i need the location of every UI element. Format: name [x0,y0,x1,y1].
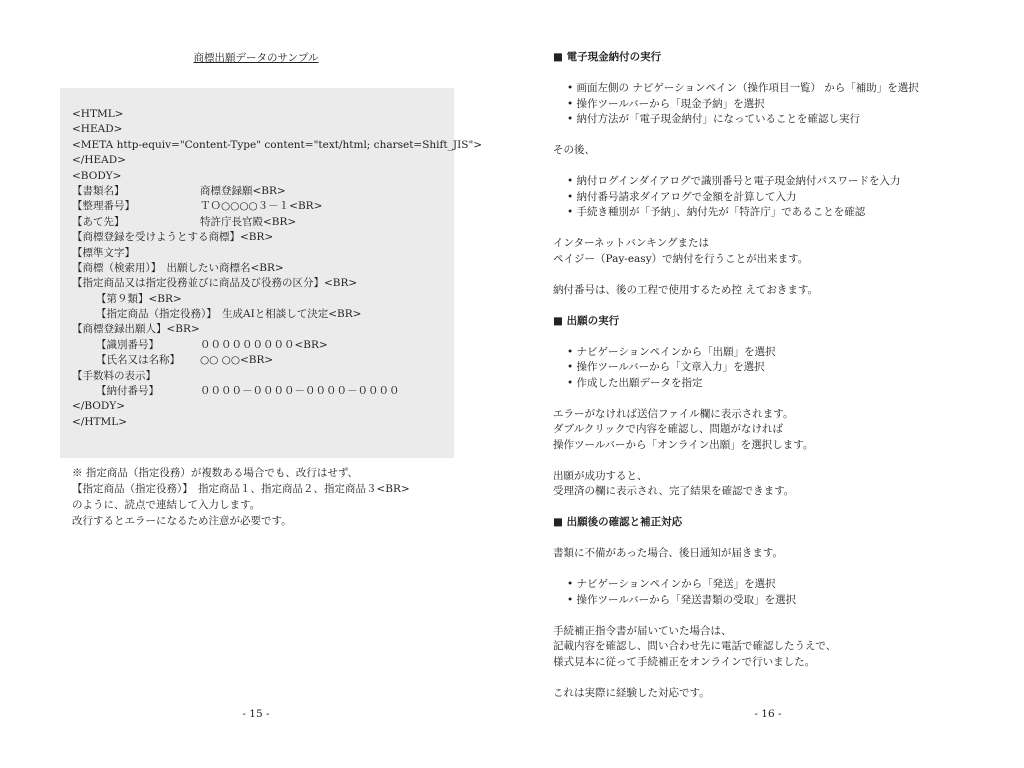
paragraph-line: 手続補正指令書が届いていた場合は、 [553,624,732,637]
paragraph-line: エラーがなければ送信ファイル欄に表示されます。 [553,407,794,420]
list-item: • 操作ツールバーから「文章入力」を選択 [567,361,765,373]
paragraph-line: 様式見本に従って手続補正をオンラインで行いました。 [553,655,816,668]
list-item: • ナビゲーションペインから「出願」を選択 [567,345,776,358]
paragraph-line: 受理済の欄に表示され、完了結果を確認できます。 [553,485,795,497]
code-label: </HEAD> [72,154,126,167]
code-label: </BODY> [72,400,126,413]
spacer [553,298,919,314]
list-item: • 操作ツールバーから「発送書類の受取」を選択 [567,593,797,606]
list-item: • 納付番号請求ダイアログで金額を計算して入力 [567,190,797,203]
code-line [72,399,482,414]
code-line [72,122,482,137]
page-body [553,50,919,701]
code-label: <BODY> [72,169,122,182]
list-item: • 画面左側の ナビゲーションペイン（操作項目一覧） から「補助」を選択 [567,82,919,94]
code-value: 特許庁長官殿<BR> [200,215,297,228]
code-line [72,184,482,199]
code-value: ０００００００００<BR> [200,338,328,351]
code-line [72,322,482,337]
note-line: 【指定商品（指定役務）】 指定商品１、指定商品２、指定商品３<BR> [72,483,410,495]
spacer [553,66,919,82]
code-line [72,153,482,168]
list-item: • 操作ツールバーから「現金予納」を選択 [567,97,765,110]
spacer [553,453,919,469]
spacer [553,531,919,547]
note-text [72,465,410,529]
code-line [72,246,482,261]
code-label: 【書類名】 [72,184,125,197]
code-line [72,338,482,353]
spacer [553,391,919,407]
code-label: 【商標（検索用）】 出願したい商標名<BR> [72,261,284,274]
note-line: 改行するとエラーになるため注意が必要です。 [72,515,292,527]
spacer [553,608,919,624]
code-line [72,353,482,368]
code-line [72,138,482,153]
code-sample-box [60,88,483,458]
paragraph-line: インターネットバンキングまたは [553,237,710,249]
spacer [553,221,919,237]
code-label: 【納付番号】 [96,385,159,398]
code-line [72,169,482,184]
code-label: </HTML> [72,415,128,428]
section-heading: ■ 電子現金納付の実行 [553,51,662,63]
code-label: 【標準文字】 [72,246,135,259]
paragraph-line: これは実際に経験した対応です。 [553,686,710,699]
code-sample [72,107,482,430]
note-line: ※ 指定商品（指定役務）が複数ある場合でも、改行はせず、 [72,467,358,479]
code-value: ○○ ○○<BR> [200,354,274,367]
code-label: 【氏名又は名称】 [96,354,180,367]
list-item: • 納付ログインダイアログで識別番号と電子現金納付パスワードを入力 [567,175,901,187]
code-line [72,276,482,291]
spacer [553,670,919,686]
code-label: 【商標登録を受けようとする商標】<BR> [72,231,274,244]
spacer [553,128,919,144]
note-line: のように、読点で連結して入力します。 [72,499,261,511]
code-label: <META http-equiv="Content-Type" content="text/html; charset=Shift_JIS"> [72,138,483,151]
code-label: 【商標登録出願人】<BR> [72,323,200,336]
page-number: - 15 - [242,708,270,720]
code-line [72,307,482,322]
paragraph-line: 操作ツールバーから「オンライン出願」を選択します。 [553,438,814,451]
code-line [72,107,482,122]
code-label: 【識別番号】 [96,338,159,351]
code-value: 商標登録願<BR> [200,184,286,197]
code-line [72,369,482,384]
code-label: 【あて先】 [72,215,125,228]
code-line [72,384,482,399]
code-line [72,215,482,230]
code-label: <HTML> [72,108,124,120]
paragraph-line: ダブルクリックで内容を確認し、問題がなければ [553,423,783,435]
code-line [72,415,482,430]
paragraph-line: 納付番号は、後の工程で使用するため控 えておきます。 [553,283,818,296]
page-title: 商標出願データのサンプル [193,52,319,64]
code-line [72,199,482,214]
list-item: • 手続き種別が「予納」、納付先が「特許庁」であることを確認 [567,206,866,218]
page-number: - 16 - [754,708,782,720]
list-item: • 納付方法が「電子現金納付」になっていることを確認し実行 [567,113,861,125]
code-value: ＴＯ○○○○３－１<BR> [200,200,323,213]
code-line [72,261,482,276]
spacer [553,267,919,283]
page-16 [512,0,1024,768]
code-label: 【整理番号】 [72,200,135,213]
code-label: <HEAD> [72,123,123,136]
code-label: 【指定商品（指定役務）】 生成AIと相談して決定<BR> [96,308,362,321]
section-heading: ■ 出願後の確認と補正対応 [553,516,683,528]
code-value: ００００－００００－００００－００００ [200,385,400,398]
code-line [72,292,482,307]
list-item: • ナビゲーションペインから「発送」を選択 [567,578,776,590]
spacer [553,500,919,516]
paragraph-line: 記載内容を確認し、問い合わせ先に電話で確認したうえで、 [553,640,837,652]
code-label: 【手数料の表示】 [72,369,156,382]
paragraph-line: 書類に不備があった場合、後日通知が届きます。 [553,547,784,559]
section-heading: ■ 出願の実行 [553,314,620,327]
code-label: 【指定商品又は指定役務並びに商品及び役務の区分】<BR> [72,277,358,290]
code-label: 【第９類】<BR> [96,292,182,305]
code-line [72,230,482,245]
spacer [553,562,919,578]
paragraph-line: 出願が成功すると、 [553,469,648,482]
list-item: • 作成した出願データを指定 [567,376,703,389]
spacer [553,159,919,175]
paragraph-line: その後、 [553,144,595,156]
spacer [553,329,919,345]
paragraph-line: ペイジー（Pay-easy）で納付を行うことが出来ます。 [553,252,809,265]
